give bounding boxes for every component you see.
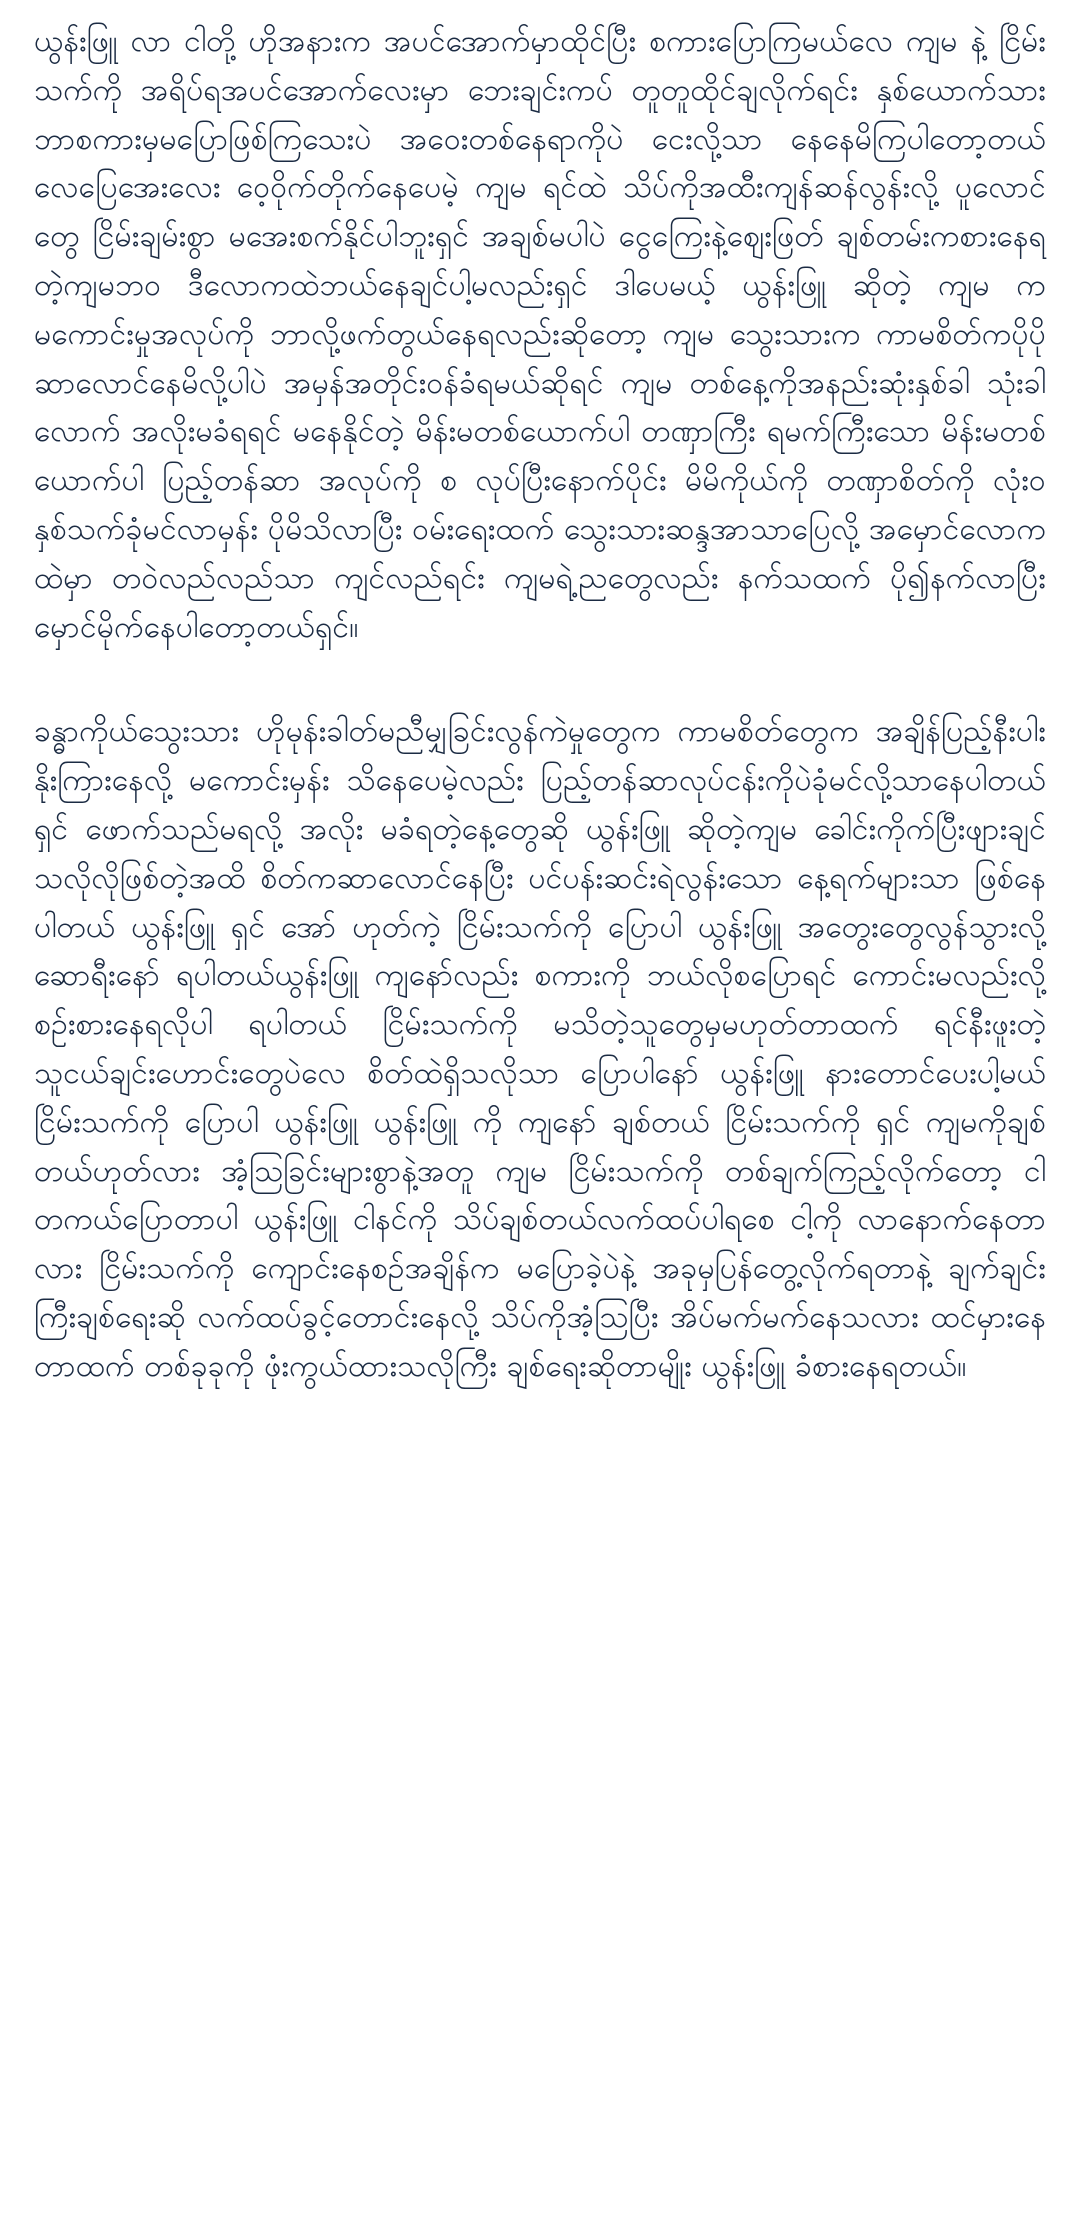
story-paragraph-2: ခန္ဓာကိုယ်သွေးသား ဟိုမုန်းခါတ်မညီမျှခြင်းလွန်ကဲမှုတွေက ကာမစိတ်တွေက အချိန်ပြည့်နီးပါး နိုးကြားနေလို့ မကောင်းမှန်း သိနေပေမဲ့လည်း ပြည့်တန်ဆာလုပ်ငန်းကိုပဲခုံမင်လို့သာနေပါတယ်ရှင် ဖောက်သည်မရလို့ အလိုး မခံရတဲ့နေ့တွေဆို ယွန်းဖြူ ဆိုတဲ့ကျမ ခေါင်းကိုက်ပြီးဖျားချင်သလိုလိုဖြစ်တဲ့အထိ စိတ်ကဆာလောင်နေပြီး ပင်ပန်းဆင်းရဲလွန်းသော နေ့ရက်များသာ ဖြစ်နေပါတယ် ယွန်းဖြူ ရှင် အော် ဟုတ်ကဲ့ ငြိမ်းသက်ကို ပြောပါ ယွန်းဖြူ အတွေးတွေလွန်သွားလို့ဆောရီးနော် ရပါတယ်ယွန်းဖြူ ကျနော်လည်း စကားကို ဘယ်လိုစပြောရင် ကောင်းမလည်းလို့စဉ်းစားနေရလိုပါ ရပါတယ် ငြိမ်းသက်ကို မသိတဲ့သူတွေမှမဟုတ်တာထက် ရင်နီးဖူးတဲ့ သူငယ်ချင်းဟောင်းတွေပဲလေ စိတ်ထဲရှိသလိုသာ ပြောပါနော် ယွန်းဖြူ နားတောင်ပေးပါ့မယ် ငြိမ်းသက်ကို ပြောပါ ယွန်းဖြူ ယွန်းဖြူ ကို ကျနော် ချစ်တယ် ငြိမ်းသက်ကို ရှင် ကျမကိုချစ်တယ်ဟုတ်လား အံ့သြခြင်းများစွာနဲ့အတူ ကျမ ငြိမ်းသက်ကို တစ်ချက်ကြည့်လိုက်တော့ ငါတကယ်ပြောတာပါ ယွန်းဖြူ ငါနင်ကို သိပ်ချစ်တယ်လက်ထပ်ပါရစေ ငါ့ကို လာနောက်နေတာလား ငြိမ်းသက်ကို ကျောင်းနေစဉ်အချိန်က မပြောခဲ့ပဲနဲ့ အခုမှပြန်တွေ့လိုက်ရတာနဲ့ ချက်ချင်းကြီးချစ်ရေးဆို လက်ထပ်ခွင့်တောင်းနေလို့ သိပ်ကိုအံ့သြပြီး အိပ်မက်မက်နေသလား ထင်မှားနေတာထက် တစ်ခုခုကို ဖုံးကွယ်ထားသလိုကြီး ချစ်ရေးဆိုတာမျိုး ယွန်းဖြူ ခံစားနေရတယ်။ [34, 714, 1046, 1384]
story-paragraph-1: ယွန်းဖြူ လာ ငါတို့ ဟိုအနားက အပင်အောက်မှာထိုင်ပြီး စကားပြောကြမယ်လေ ကျမ နဲ့ ငြိမ်းသက်ကို အရိပ်ရအပင်အောက်လေးမှာ ဘေးချင်းကပ် တူတူထိုင်ချလိုက်ရင်း နှစ်ယောက်သား ဘာစကားမှမပြောဖြစ်ကြသေးပဲ အဝေးတစ်နေရာကိုပဲ ငေးလို့သာ နေနေမိကြပါတော့တယ်လေပြေအေးလေး ဝေ့ဝိုက်တိုက်နေပေမဲ့ ကျမ ရင်ထဲ သိပ်ကိုအထီးကျန်ဆန်လွန်းလို့ ပူလောင်တွေ ငြိမ်းချမ်းစွာ မအေးစက်နိုင်ပါဘူးရှင် အချစ်မပါပဲ ငွေကြေးနဲ့ဈေးဖြတ် ချစ်တမ်းကစားနေရတဲ့ကျမဘဝ ဒီလောကထဲဘယ်နေချင်ပါ့မလည်းရှင် ဒါပေမယ့် ယွန်းဖြူ ဆိုတဲ့ ကျမ က မကောင်းမှုအလုပ်ကို ဘာလို့ဖက်တွယ်နေရလည်းဆိုတော့ ကျမ သွေးသားက ကာမစိတ်ကပိုပို ဆာလောင်နေမိလို့ပါပဲ အမှန်အတိုင်းဝန်ခံရမယ်ဆိုရင် ကျမ တစ်နေ့ကိုအနည်းဆုံးနှစ်ခါ သုံးခါလောက် အလိုးမခံရရင် မနေနိုင်တဲ့ မိန်းမတစ်ယောက်ပါ တဏှာကြီး ရမက်ကြီးသော မိန်းမတစ်ယောက်ပါ ပြည့်တန်ဆာ အလုပ်ကို စ လုပ်ပြီးနောက်ပိုင်း မိမိကိုယ်ကို တဏှာစိတ်ကို လုံး၀ နှစ်သက်ခုံမင်လာမှန်း ပိုမိသိလာပြီး ဝမ်းရေးထက် သွေးသားဆန္ဒအာသာပြေလို့ အမှောင်လောကထဲမှာ တဝဲလည်လည်သာ ကျင်လည်ရင်း ကျမရဲ့ညတွေလည်း နက်သထက် ပို၍နက်လာပြီး မှောင်မိုက်နေပါတော့တယ်ရှင်။ [34, 24, 1046, 645]
